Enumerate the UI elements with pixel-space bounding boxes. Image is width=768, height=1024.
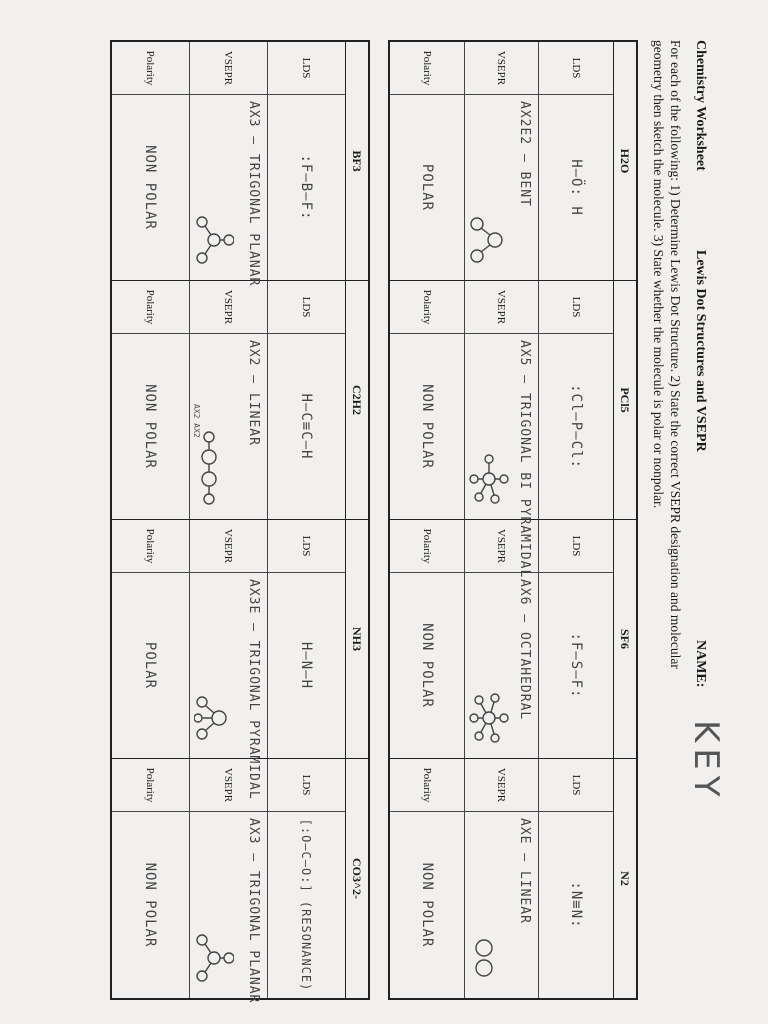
polarity-answer: POLAR [418, 163, 435, 212]
lds-answer: H–N–H [298, 641, 315, 690]
molecule-name: PCl5 [613, 281, 636, 519]
polarity-row [112, 759, 189, 998]
vsepr-answer: AX3 – TRIGONAL PLANAR [246, 101, 261, 287]
polarity-label: Polarity [390, 520, 464, 573]
polarity-row [390, 42, 464, 280]
polarity-answer: NON POLAR [142, 145, 159, 230]
vsepr-label: VSEPR [190, 520, 267, 573]
polarity-row [390, 281, 464, 519]
worksheet-subtitle: Lewis Dot Structures and VSEPR [693, 250, 708, 452]
vsepr-label: VSEPR [465, 42, 539, 95]
vsepr-row [189, 42, 267, 287]
vsepr-answer: AX3E – TRIGONAL PYRAMIDAL [246, 579, 261, 800]
polarity-label: Polarity [112, 520, 189, 573]
vsepr-answer: AX3 – TRIGONAL PLANAR [246, 818, 261, 1004]
molecule-sketch [469, 688, 509, 748]
vsepr-answer: AX6 – OCTAHEDRAL [517, 579, 533, 721]
lds-answer: :N≡N: [568, 881, 585, 929]
molecule-sketch [194, 429, 224, 509]
vsepr-label: VSEPR [465, 281, 539, 334]
lds-answer: :F–S–F: [568, 632, 585, 699]
molecule-name: NH3 [345, 520, 368, 758]
vsepr-answer: AX2E2 – BENT [517, 101, 533, 207]
polarity-row [112, 520, 189, 758]
vsepr-row [189, 281, 267, 519]
vsepr-answer: AX2 – LINEAR [246, 340, 261, 446]
molecule-sketch [469, 449, 509, 509]
polarity-label: Polarity [390, 281, 464, 334]
molecule-sketch [194, 688, 234, 748]
vsepr-label: VSEPR [465, 759, 539, 812]
top-table [388, 40, 638, 1000]
polarity-label: Polarity [390, 42, 464, 95]
vsepr-answer: AX5 – TRIGONAL BI PYRAMIDAL [517, 340, 533, 579]
molecule-cell-sf6 [390, 520, 636, 759]
vsepr-row [464, 759, 539, 998]
lds-label: LDS [539, 281, 613, 334]
lds-answer: :F–B–F: [298, 154, 315, 221]
lds-label: LDS [539, 520, 613, 573]
lds-label: LDS [539, 759, 613, 812]
lds-row [267, 759, 345, 998]
lds-row [538, 759, 613, 998]
polarity-answer: NON POLAR [418, 862, 435, 948]
lds-label: LDS [268, 281, 345, 334]
axe-note: AX2 AX2 [192, 404, 201, 438]
polarity-label: Polarity [112, 281, 189, 334]
molecule-cell-n2 [390, 759, 636, 998]
molecule-sketch [194, 210, 234, 270]
lds-row [538, 281, 613, 519]
polarity-row [112, 42, 189, 280]
vsepr-row [464, 281, 539, 579]
molecule-name: N2 [613, 759, 636, 998]
polarity-label: Polarity [112, 42, 189, 95]
polarity-row [112, 281, 189, 519]
vsepr-label: VSEPR [465, 520, 539, 573]
molecule-sketch [469, 210, 505, 270]
molecule-sketch [194, 928, 234, 988]
polarity-answer: POLAR [142, 641, 159, 690]
lds-label: LDS [268, 759, 345, 812]
vsepr-row [189, 520, 267, 800]
polarity-answer: NON POLAR [142, 862, 159, 948]
name-label: NAME: [693, 640, 708, 688]
vsepr-answer: AXE – LINEAR [517, 818, 533, 924]
lds-row [267, 520, 345, 758]
vsepr-label: VSEPR [190, 281, 267, 334]
polarity-label: Polarity [390, 759, 464, 812]
polarity-row [390, 759, 464, 998]
lds-answer: [:O–C–O:] (RESONANCE) [299, 818, 314, 992]
vsepr-label: VSEPR [190, 42, 267, 95]
polarity-row [390, 520, 464, 758]
lds-answer: H–C≡C–H [298, 393, 315, 460]
molecule-cell-pcl5 [390, 281, 636, 579]
lds-row [538, 42, 613, 280]
molecule-cell-co3 [112, 759, 368, 1004]
lds-row [538, 520, 613, 758]
molecule-sketch [469, 928, 499, 988]
molecule-cell-bf3 [112, 42, 368, 287]
worksheet-title: Chemistry Worksheet [693, 40, 708, 171]
lds-label: LDS [539, 42, 613, 95]
lds-row [267, 281, 345, 519]
molecule-cell-h2o [390, 42, 636, 281]
instructions: For each of the following: 1) Determine Lewis Dot Structure. 2) State the correct VSEPR designation and molecular geometry then sketch the molecule. 3) State whether the molecule is polar or nonpolar. [651, 40, 683, 669]
lds-answer: :Cl–P–Cl: [568, 384, 585, 469]
molecule-name: BF3 [345, 42, 368, 280]
molecule-cell-nh3 [112, 520, 368, 800]
molecule-cell-c2h2 [112, 281, 368, 520]
lds-label: LDS [268, 42, 345, 95]
name-value: KEY [686, 720, 726, 803]
lds-row [267, 42, 345, 280]
bottom-table [110, 40, 370, 1004]
lds-label: LDS [268, 520, 345, 573]
molecule-name: H2O [613, 42, 636, 280]
vsepr-row [464, 42, 539, 280]
polarity-label: Polarity [112, 759, 189, 812]
polarity-answer: NON POLAR [418, 623, 435, 708]
polarity-answer: NON POLAR [142, 384, 159, 469]
vsepr-label: VSEPR [190, 759, 267, 812]
molecule-name: CO3^2- [345, 759, 368, 998]
molecule-name: SF6 [613, 520, 636, 758]
molecule-name: C2H2 [345, 281, 368, 519]
polarity-answer: NON POLAR [418, 384, 435, 469]
lds-answer: H–Ö: H [568, 159, 585, 216]
